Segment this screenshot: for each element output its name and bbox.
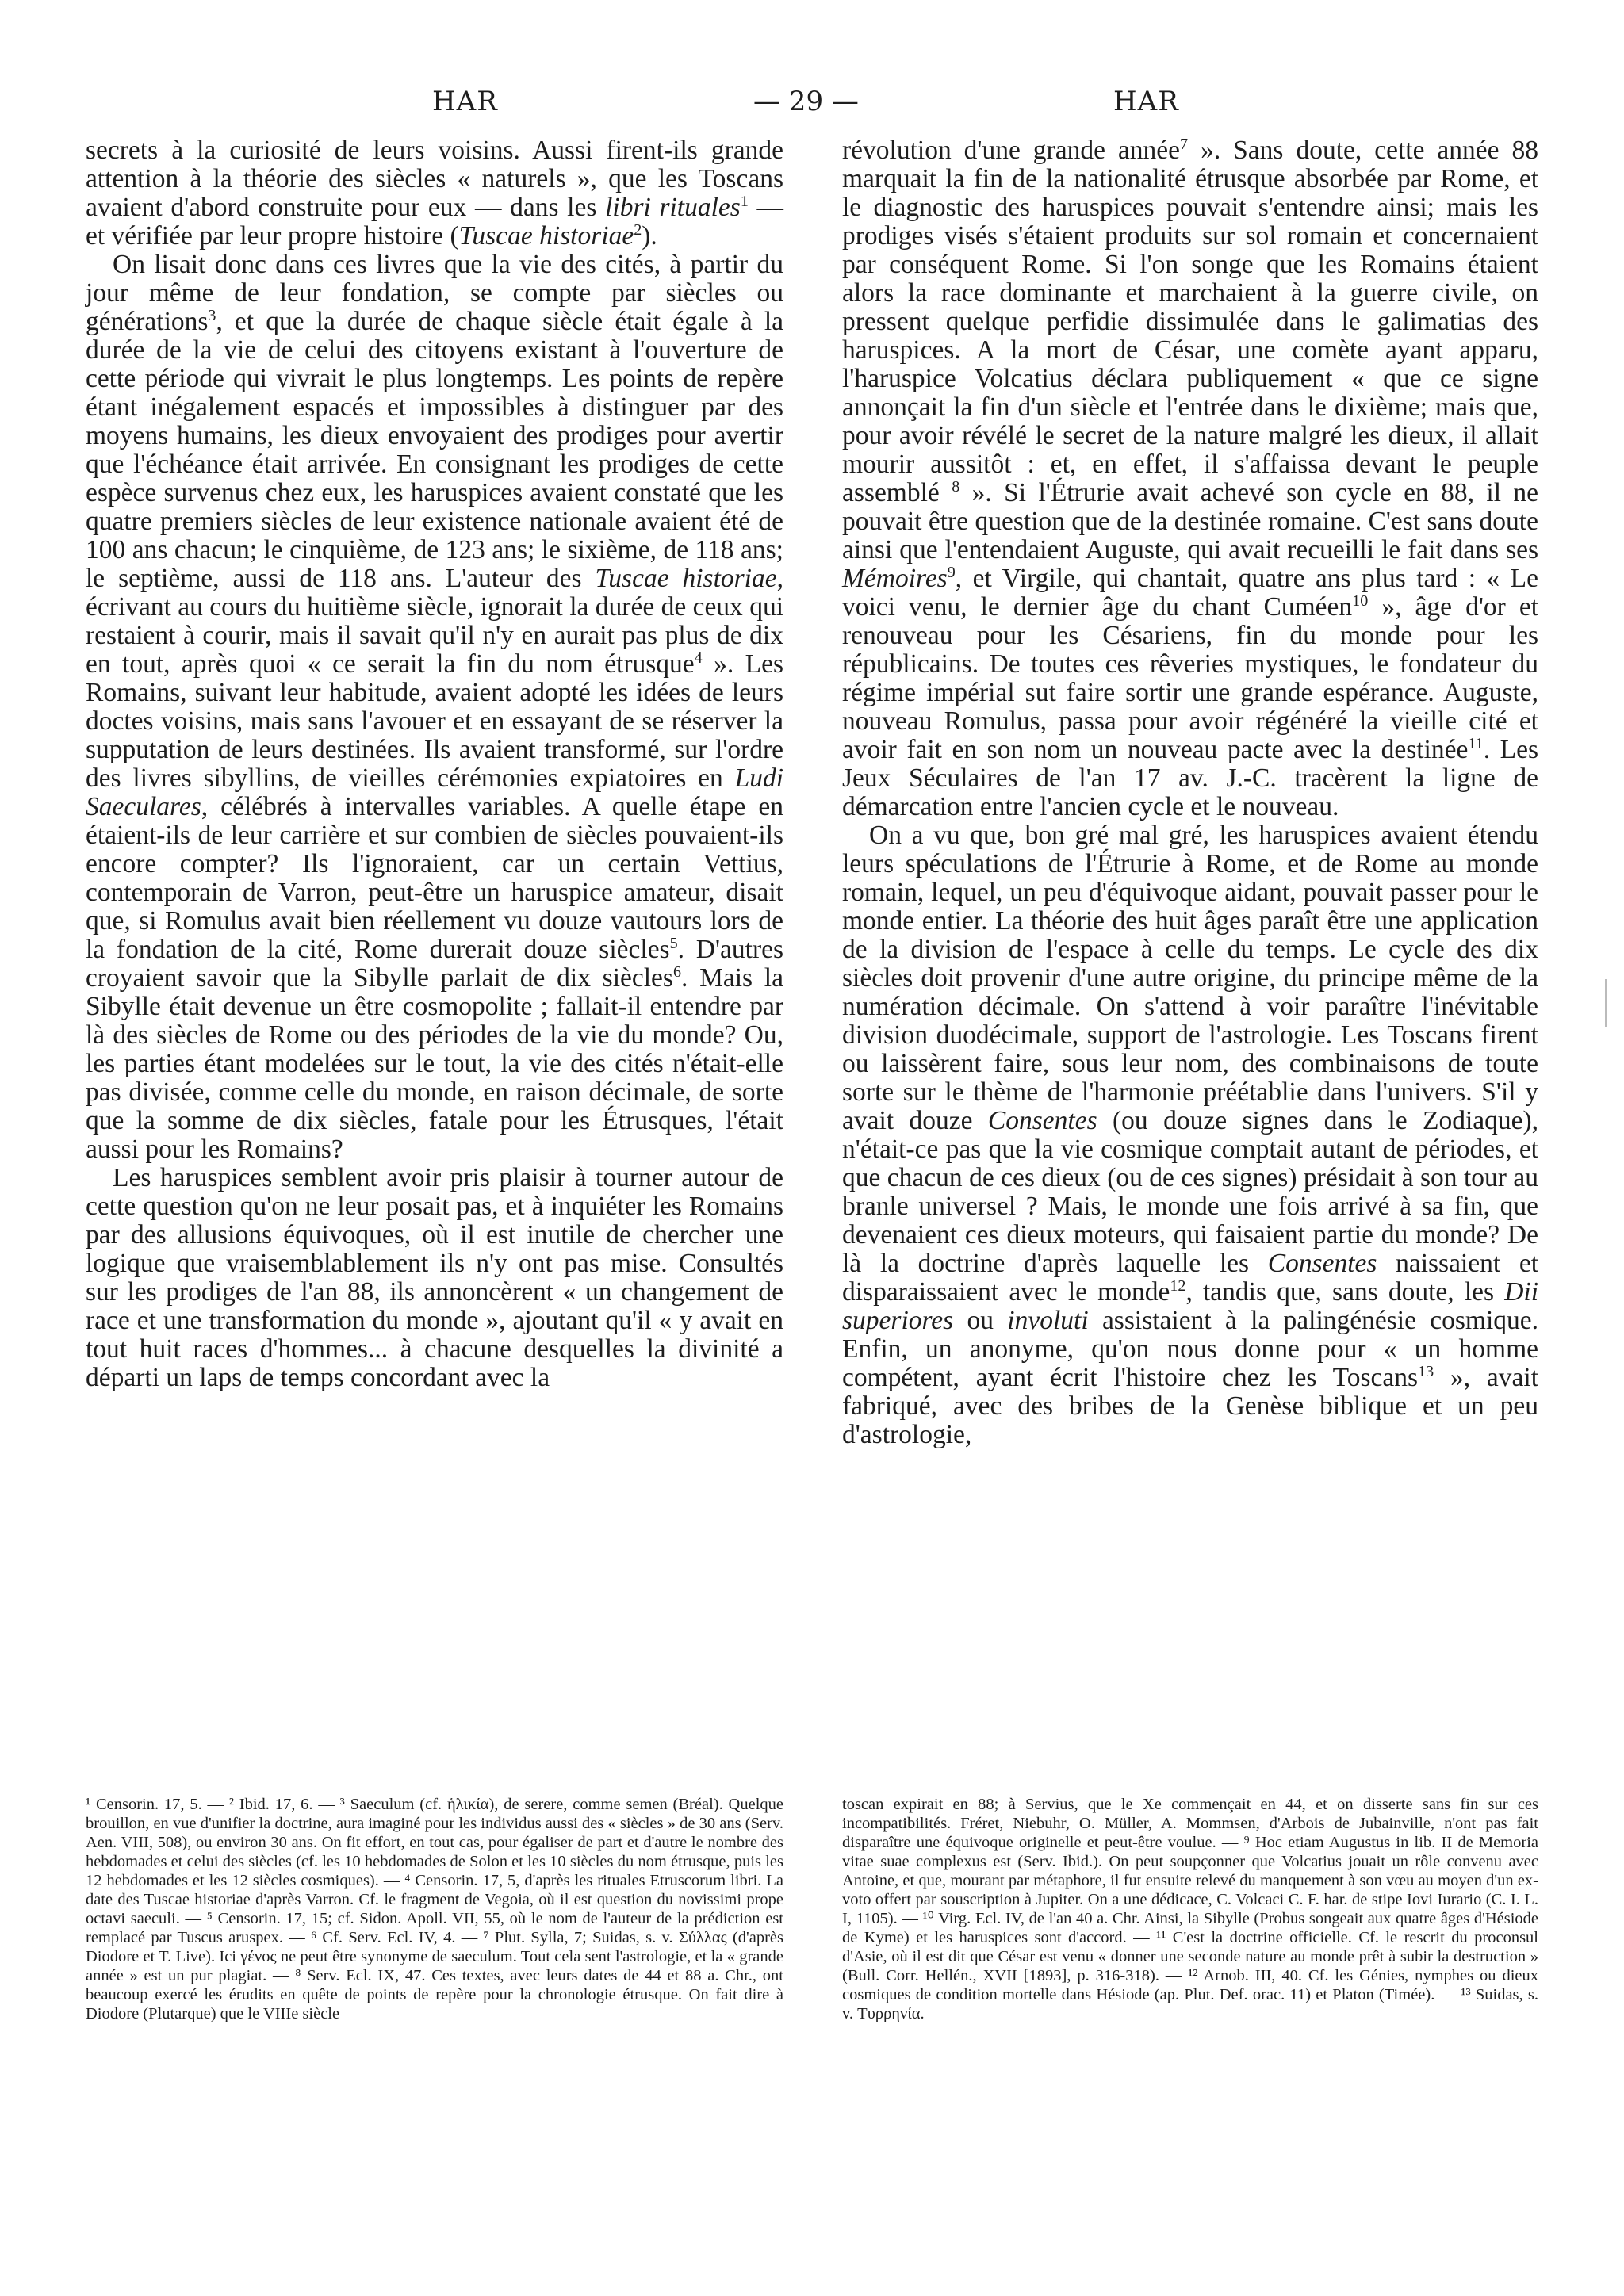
right-column bbox=[842, 136, 1538, 1449]
running-head-right: HAR bbox=[1113, 86, 1179, 117]
footnote-text: ¹ Censorin. 17, 5. — ² Ibid. 17, 6. — ³ Saeculum (cf. ἡλικία), de serere, comme semen (Bréal). Quelque brouillon, en vue d'unifier la doctrine, aura imaginé pour les individus aussi des « siècles » de 30 ans (Serv. Aen. VIII, 508), ou environ 30 ans. On fit effort, en tout cas, pour égaliser de part et d'autre le nombre des hebdomades et celui des siècles (cf. les 10 hebdomades de Solon et les 10 siècles du nom étrusque, puis les 12 hebdomades et les 12 siècles cosmiques). — ⁴ Censorin. 17, 5, d'après les rituales Etruscorum libri. La date des Tuscae historiae d'après Varron. Cf. le fragment de Vegoia, où il est question du novissimi prope octavi saeculi. — ⁵ Censorin. 17, 15; cf. Sidon. Apoll. VII, 55, où le nom de l'auteur de la prédiction est remplacé par Tuscus aruspex. — ⁶ Cf. Serv. Ecl. IV, 4. — ⁷ Plut. Sylla, 7; Suidas, s. v. Σύλλας (d'après Diodore et T. Live). Ici γένος ne peut être synonyme de saeculum. Tout cela sent l'astrologie, et la « grande année » est un pur plagiat. — ⁸ Serv. Ecl. IX, 47. Ces textes, avec leurs dates de 44 et 88 a. Chr., ont beaucoup exercé les érudits en quête de points de repère pour la chronologie étrusque. On fait dire à Diodore (Plutarque) que le VIIIe siècle bbox=[86, 1796, 783, 2022]
footnotes-right bbox=[842, 1795, 1538, 2023]
paragraph: Les haruspices semblent avoir pris plaisir à tourner autour de cette question qu'on ne leur posait pas, et à inquiéter les Romains par des allusions équivoques, où il est inutile de chercher une logique que vraisemblablement ils n'y ont pas mise. Consultés sur les prodiges de l'an 88, ils annoncèrent « un changement de race et une transformation du monde », ajoutant qu'il « y avait en tout huit races d'hommes... à chacune desquelles la divinité a départi un laps de temps concordant avec la bbox=[86, 1163, 783, 1392]
page-number: — 29 — bbox=[753, 86, 859, 117]
paragraph: secrets à la curiosité de leurs voisins. Aussi firent-ils grande attention à la théorie des siècles « naturels », que les Toscans avaient d'abord construite pour eux — dans les libri rituales$^1$ — et vérifiée par leur propre histoire (Tuscae historiae$^2$). bbox=[86, 136, 784, 251]
scan-margin-mark bbox=[1605, 979, 1607, 1027]
running-head-left: HAR bbox=[432, 86, 498, 117]
paragraph: On a vu que, bon gré mal gré, les haruspices avaient étendu leurs spéculations de l'Étrurie à Rome, et de Rome au monde romain, lequel, un peu d'équivoque aidant, pouvait passer pour le monde entier. La théorie des huit âges paraît être une application de la division de l'espace à celle du temps. Le cycle des dix siècles doit provenir d'une autre origine, du principe même de la numération décimale. On s'attend à voir paraître l'inévitable division duodécimale, support de l'astrologie. Les Toscans firent ou laissèrent faire, sous leur nom, des combinaisons de toute sorte sur le thème de l'harmonie préétablie dans l'univers. S'il y avait douze Consentes (ou douze signes dans le Zodiaque), n'était-ce pas que la vie cosmique comptait autant de périodes, et que chacun de ces dieux (ou de ces signes) présidait à son tour au branle universel ? Mais, le monde une fois arrivé à sa fin, que devenaient ces dieux moteurs, qui faisaient partie du monde? De là la doctrine d'après laquelle les Consentes naissaient et disparaissaient avec le monde$^{12}$, tandis que, sans doute, les Dii superiores ou involuti assistaient à la palingénésie cosmique. Enfin, un anonyme, qu'on nous donne pour « un homme compétent, ayant écrit l'histoire chez les Toscans$^{13}$ », avait fabriqué, avec des bribes de la Genèse biblique et un peu d'astrologie, bbox=[842, 821, 1539, 1449]
footnote-text: toscan expirait en 88; à Servius, que le Xe commençait en 44, et on disserte sans fin sur ces incompatibilités. Fréret, Niebuhr, O. Müller, A. Mommsen, d'Arbois de Jubainville, n'ont pas fait disparaître une équivoque originelle et peut-être voulue. — ⁹ Hoc etiam Augustus in lib. II de Memoria vitae suae complexus est (Serv. Ibid.). On peut soupçonner que Volcatius jouait un rôle convenu avec Antoine, et que, mourant par métaphore, il fut ensuite relevé du manquement à son vœu au moyen d'un ex-voto offert par souscription à Jupiter. On a une dédicace, C. Volcaci C. F. har. de stipe Iovi Iurario (C. I. L. I, 1105). — ¹⁰ Virg. Ecl. IV, de l'an 40 a. Chr. Ainsi, la Sibylle (Probus songeait aux quatre âges d'Hésiode de Kyme) et les haruspices sont d'accord. — ¹¹ C'est la doctrine officielle. Cf. le rescrit du proconsul d'Asie, où il est dit que César est venu « donner une seconde nature au monde prêt à subir la destruction » (Bull. Corr. Hellén., XVII [1893], p. 316-318). — ¹² Arnob. III, 40. Cf. les Génies, nymphes ou dieux cosmiques de condition mortelle dans Hésiode (ap. Plut. Def. orac. 11) et Platon (Timée). — ¹³ Suidas, s. v. Τυρρηνία. bbox=[842, 1796, 1538, 2022]
page-header bbox=[0, 86, 1624, 125]
paragraph: révolution d'une grande année$^7$ ». Sans doute, cette année 88 marquait la fin de la nationalité étrusque absorbée par Rome, et le diagnostic des haruspices pouvait s'entendre ainsi; mais les prodiges visés s'étaient produits sur sol romain et concernaient par conséquent Rome. Si l'on songe que les Romains étaient alors la race dominante et marchaient à la guerre civile, on pressent quelque perfidie dissimulée dans le galimatias des haruspices. A la mort de César, une comète ayant apparu, l'haruspice Volcatius déclara publiquement « que ce signe annonçait la fin d'un siècle et l'entrée dans le dixième; mais que, pour avoir révélé le secret de la nature malgré les dieux, il allait mourir aussitôt : et, en effet, il s'affaissa devant le peuple assemblé $^8$ ». Si l'Étrurie avait achevé son cycle en 88, il ne pouvait être question que de la destinée romaine. C'est sans doute ainsi que l'entendaient Auguste, qui avait recueilli le fait dans ses Mémoires$^9$, et Virgile, qui chantait, quatre ans plus tard : « Le voici venu, le dernier âge du chant Cuméen$^{10}$ », âge d'or et renouveau pour les Césariens, fin du monde pour les républicains. De toutes ces rêveries mystiques, le fondateur du régime impérial sut faire sortir une grande espérance. Auguste, nouveau Romulus, passa pour avoir régénéré la vieille cité et avoir fait en son nom un nouveau pacte avec la destinée$^{11}$. Les Jeux Séculaires de l'an 17 av. J.-C. tracèrent la ligne de démarcation entre l'ancien cycle et le nouveau. bbox=[842, 135, 1539, 821]
paragraph: On lisait donc dans ces livres que la vie des cités, à partir du jour même de leur fondation, se compte par siècles ou générations$^3$, et que la durée de chaque siècle était égale à la durée de la vie de celui des citoyens existant à l'ouverture de cette période qui vivrait le plus longtemps. Les points de repère étant inégalement espacés et impossibles à distinguer par des moyens humains, les dieux envoyaient des prodiges pour avertir que l'échéance était arrivée. En consignant les prodiges de cette espèce survenus chez eux, les haruspices avaient constaté que les quatre premiers siècles de leur existence nationale avaient été de 100 ans chacun; le cinquième, de 123 ans; le sixième, de 118 ans; le septième, aussi de 118 ans. L'auteur des Tuscae historiae, écrivant au cours du huitième siècle, ignorait la durée de ceux qui restaient à courir, mais il savait qu'il n'y en aurait pas plus de dix en tout, après quoi « ce serait la fin du nom étrusque$^4$ ». Les Romains, suivant leur habitude, avaient adopté les idées de leurs doctes voisins, mais sans l'avouer et en essayant de se réserver la supputation de leurs destinées. Ils avaient transformé, sur l'ordre des livres sibyllins, de vieilles cérémonies expiatoires en Ludi Saeculares, célébrés à intervalles variables. A quelle étape en étaient-ils de leur carrière et sur combien de siècles pouvaient-ils encore compter? Ils l'ignoraient, car un certain Vettius, contemporain de Varron, peut-être un haruspice amateur, disait que, si Romulus avait bien réellement vu douze vautours lors de la fondation de la cité, Rome durerait douze siècles$^5$. D'autres croyaient savoir que la Sibylle parlait de dix siècles$^6$. Mais la Sibylle était devenue un être cosmopolite ; fallait-il entendre par là des siècles de Rome ou des périodes de la vie du monde? Ou, les parties étant modelées sur le tout, la vie des cités n'était-elle pas divisée, comme celle du monde, en raison décimale, de sorte que la somme de dix siècles, fatale pour les Étrusques, l'était aussi pour les Romains? bbox=[86, 250, 784, 1164]
footnotes-left bbox=[86, 1795, 783, 2023]
left-column bbox=[86, 136, 783, 1392]
